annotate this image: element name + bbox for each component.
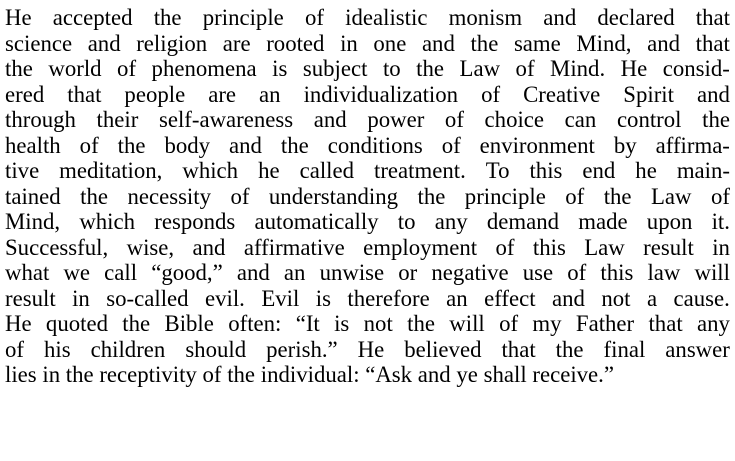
text-line: tained the necessity of understanding the principle of the Law of (5, 183, 730, 209)
text-line: through their self-awareness and power of choice can control the (5, 107, 730, 132)
text-line: ered that people are an individualization of Creative Spirit and (5, 81, 730, 107)
text-line: the world of phenomena is subject to the Law of Mind. He consid- (5, 56, 730, 81)
text-line: result in so-called evil. Evil is therefore an effect and not a cause. (5, 285, 730, 311)
text-line: lies in the receptivity of the individual: “Ask and ye shall receive.” (5, 362, 614, 387)
text-line: tive meditation, which he called treatment. To this end he main- (5, 158, 730, 183)
text-line: health of the body and the conditions of environment by affirma- (5, 132, 730, 158)
text-line: what we call “good,” and an unwise or negative use of this law will (5, 260, 730, 285)
body-paragraph (5, 5, 730, 388)
text-line: He quoted the Bible often: “It is not the will of my Father that any (5, 311, 730, 336)
text-line: He accepted the principle of idealistic monism and declared that (5, 5, 730, 30)
text-line: of his children should perish.” He believed that the final answer (5, 336, 730, 362)
text-line: science and religion are rooted in one and the same Mind, and that (5, 30, 730, 56)
text-line: Successful, wise, and affirmative employment of this Law result in (5, 234, 730, 260)
text-line: Mind, which responds automatically to any demand made upon it. (5, 209, 730, 234)
